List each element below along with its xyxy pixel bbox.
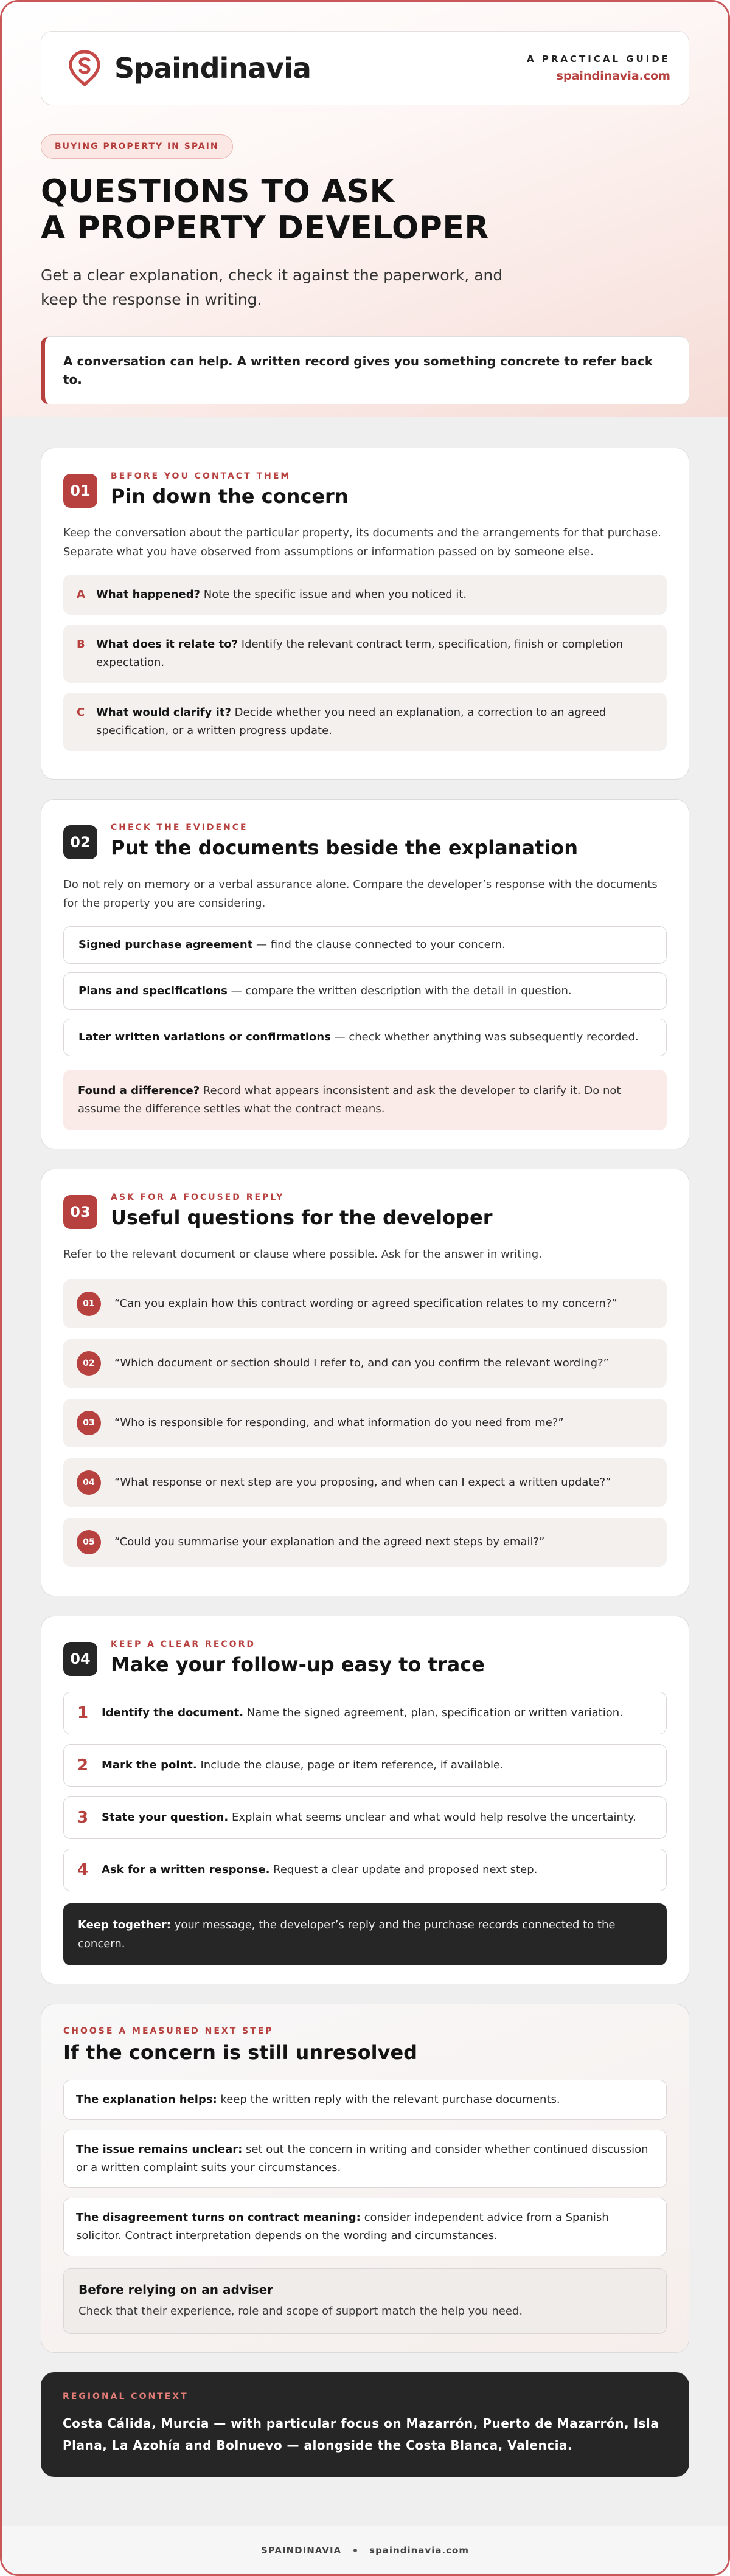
brand-bar xyxy=(41,31,689,105)
document-name: Later written variations or confirmations xyxy=(78,1031,331,1044)
item-text: Decide whether you need an explanation, a correction to an agreed specification, or a written progress update. xyxy=(96,706,607,737)
document-note: — find the clause connected to your concern. xyxy=(252,938,506,951)
step-item xyxy=(63,1849,667,1891)
adviser-text: Check that their experience, role and scope of support match the help you need. xyxy=(78,2305,523,2318)
section-title: Make your follow-up easy to trace xyxy=(111,1653,485,1676)
document-note: — compare the written description with the detail in question. xyxy=(227,985,572,997)
step-item xyxy=(63,1692,667,1734)
guide-info xyxy=(527,54,670,83)
step-item xyxy=(63,1796,667,1839)
question-item xyxy=(63,1518,667,1567)
footer-brand: SPAINDINAVIA xyxy=(261,2544,342,2556)
section-header xyxy=(63,1193,667,1229)
step-heading: State your question. xyxy=(102,1811,229,1824)
option-item xyxy=(63,2198,667,2256)
step-heading: Mark the point. xyxy=(102,1759,197,1771)
step-number: 2 xyxy=(77,1756,89,1774)
option-text: consider independent advice from a Spanish solicitor. Contract interpretation depends on the wording and circumstances. xyxy=(76,2211,609,2242)
regional-text: Costa Cálida, Murcia — with particular focus on Mazarrón, Puerto de Mazarrón, Isla Plana, La Azohía and Bolnuevo — alongside the Costa Blanca, Valencia. xyxy=(63,2416,659,2453)
keep-together-text: your message, the developer’s reply and the purchase records connected to the concern. xyxy=(78,1919,616,1950)
document-item xyxy=(63,1019,667,1056)
section-useful-questions xyxy=(41,1169,689,1596)
regional-context xyxy=(41,2372,689,2477)
step-number: 4 xyxy=(77,1861,89,1879)
question-text: “Can you explain how this contract wording or agreed specification relates to my concern?” xyxy=(114,1297,617,1310)
guide-label: A PRACTICAL GUIDE xyxy=(527,54,670,64)
question-number: 01 xyxy=(77,1292,101,1316)
section-number-badge: 02 xyxy=(63,825,97,859)
step-text: Explain what seems unclear and what would help resolve the uncertainty. xyxy=(228,1811,636,1824)
question-number: 02 xyxy=(77,1351,101,1376)
separator-dot-icon xyxy=(353,2549,357,2552)
document-name: Signed purchase agreement xyxy=(78,938,253,951)
item-heading: What would clarify it? xyxy=(96,706,231,719)
question-item xyxy=(63,1458,667,1507)
concern-list xyxy=(63,575,667,751)
list-item xyxy=(63,693,667,751)
item-letter: B xyxy=(77,638,85,651)
section-kicker: CHOOSE A MEASURED NEXT STEP xyxy=(63,2026,274,2036)
item-text: Note the specific issue and when you noticed it. xyxy=(200,588,467,601)
step-number: 3 xyxy=(77,1809,89,1827)
item-heading: What happened? xyxy=(96,588,200,601)
option-heading: The issue remains unclear: xyxy=(76,2143,243,2156)
section-intro: Do not rely on memory or a verbal assurance alone. Compare the developer’s response with the documents for the property you are considering. xyxy=(63,878,658,910)
document-item xyxy=(63,972,667,1010)
item-letter: A xyxy=(77,588,85,601)
option-item xyxy=(63,2130,667,2188)
page-subtitle: Get a clear explanation, check it against the paperwork, and keep the response in writing. xyxy=(41,266,503,308)
documents-list xyxy=(63,926,667,1056)
section-number-badge: 04 xyxy=(63,1642,97,1676)
question-item xyxy=(63,1279,667,1328)
regional-kicker: REGIONAL CONTEXT xyxy=(63,2392,189,2401)
section-follow-up xyxy=(41,1616,689,1984)
follow-up-steps xyxy=(63,1692,667,1891)
section-header xyxy=(63,1639,667,1676)
question-number: 04 xyxy=(77,1470,101,1495)
section-title: Put the documents beside the explanation xyxy=(111,836,579,859)
question-item xyxy=(63,1399,667,1447)
step-item xyxy=(63,1744,667,1787)
section-number-badge: 03 xyxy=(63,1195,97,1229)
question-text: “Who is responsible for responding, and what information do you need from me?” xyxy=(114,1416,564,1429)
section-number-badge: 01 xyxy=(63,474,97,508)
question-text: “Could you summarise your explanation and the agreed next steps by email?” xyxy=(114,1536,545,1548)
section-intro: Refer to the relevant document or clause where possible. Ask for the answer in writing. xyxy=(63,1248,542,1261)
item-text: Identify the relevant contract term, specification, finish or completion expectation. xyxy=(96,638,624,669)
step-text: Request a clear update and proposed next step. xyxy=(269,1863,538,1876)
page-title-line2: A PROPERTY DEVELOPER xyxy=(41,210,489,246)
brand-name: Spaindinavia xyxy=(114,52,311,85)
section-check-evidence xyxy=(41,799,689,1149)
section-pin-down-concern xyxy=(41,448,689,780)
keep-together-note xyxy=(63,1903,667,1965)
question-text: “Which document or section should I refer to, and can you confirm the relevant wording?” xyxy=(114,1357,609,1369)
section-title: If the concern is still unresolved xyxy=(63,2041,418,2064)
page-title-line1: QUESTIONS TO ASK xyxy=(41,173,395,210)
page-footer xyxy=(2,2526,728,2574)
questions-list xyxy=(63,1279,667,1567)
hero-callout: A conversation can help. A written record gives you something concrete to refer back to. xyxy=(41,336,689,404)
section-title: Useful questions for the developer xyxy=(111,1206,493,1229)
section-unresolved xyxy=(41,2004,689,2353)
adviser-heading: Before relying on an adviser xyxy=(78,2282,274,2297)
adviser-note xyxy=(63,2268,667,2334)
difference-heading: Found a difference? xyxy=(78,1084,200,1097)
section-title: Pin down the concern xyxy=(111,485,349,508)
section-header xyxy=(63,471,667,508)
section-intro: Keep the conversation about the particular property, its documents and the arrangements for that purchase. Separate what you have observed from assumptions or information passed on by someone else. xyxy=(63,527,661,558)
option-item xyxy=(63,2080,667,2120)
document-note: — check whether anything was subsequently recorded. xyxy=(330,1031,639,1044)
difference-text: Record what appears inconsistent and ask the developer to clarify it. Do not assume the difference settles what the contract means. xyxy=(78,1084,621,1115)
step-text: Name the signed agreement, plan, specification or written variation. xyxy=(243,1706,623,1719)
step-heading: Ask for a written response. xyxy=(102,1863,270,1876)
item-heading: What does it relate to? xyxy=(96,638,238,651)
section-kicker: ASK FOR A FOCUSED REPLY xyxy=(111,1193,285,1202)
step-number: 1 xyxy=(77,1704,89,1722)
question-number: 03 xyxy=(77,1411,101,1435)
difference-note xyxy=(63,1070,667,1130)
section-kicker: CHECK THE EVIDENCE xyxy=(111,823,248,833)
main-content xyxy=(2,417,728,2477)
keep-together-heading: Keep together: xyxy=(78,1919,171,1931)
category-pill: BUYING PROPERTY IN SPAIN xyxy=(41,134,233,159)
option-heading: The disagreement turns on contract meaning: xyxy=(76,2211,361,2224)
site-link[interactable]: spaindinavia.com xyxy=(556,69,670,83)
option-heading: The explanation helps: xyxy=(76,2093,217,2106)
document-name: Plans and specifications xyxy=(78,985,228,997)
document-item xyxy=(63,926,667,964)
section-kicker: BEFORE YOU CONTACT THEM xyxy=(111,471,291,481)
option-text: set out the concern in writing and consider whether continued discussion or a written complaint suits your circumstances. xyxy=(76,2143,648,2174)
section-header xyxy=(63,823,667,859)
brand[interactable] xyxy=(66,49,311,87)
step-heading: Identify the document. xyxy=(102,1706,244,1719)
list-item xyxy=(63,575,667,615)
hero-section xyxy=(2,2,728,417)
question-text: “What response or next step are you proposing, and when can I expect a written update?” xyxy=(114,1476,611,1489)
question-item xyxy=(63,1339,667,1388)
page-title xyxy=(41,173,689,246)
question-number: 05 xyxy=(77,1530,101,1554)
next-step-options xyxy=(63,2080,667,2256)
option-text: keep the written reply with the relevant purchase documents. xyxy=(217,2093,560,2106)
footer-site-link[interactable]: spaindinavia.com xyxy=(369,2544,469,2556)
section-kicker: KEEP A CLEAR RECORD xyxy=(111,1639,255,1649)
item-letter: C xyxy=(77,706,85,719)
step-text: Include the clause, page or item reference, if available. xyxy=(196,1759,504,1771)
location-pin-logo-icon xyxy=(66,49,103,87)
list-item xyxy=(63,625,667,683)
